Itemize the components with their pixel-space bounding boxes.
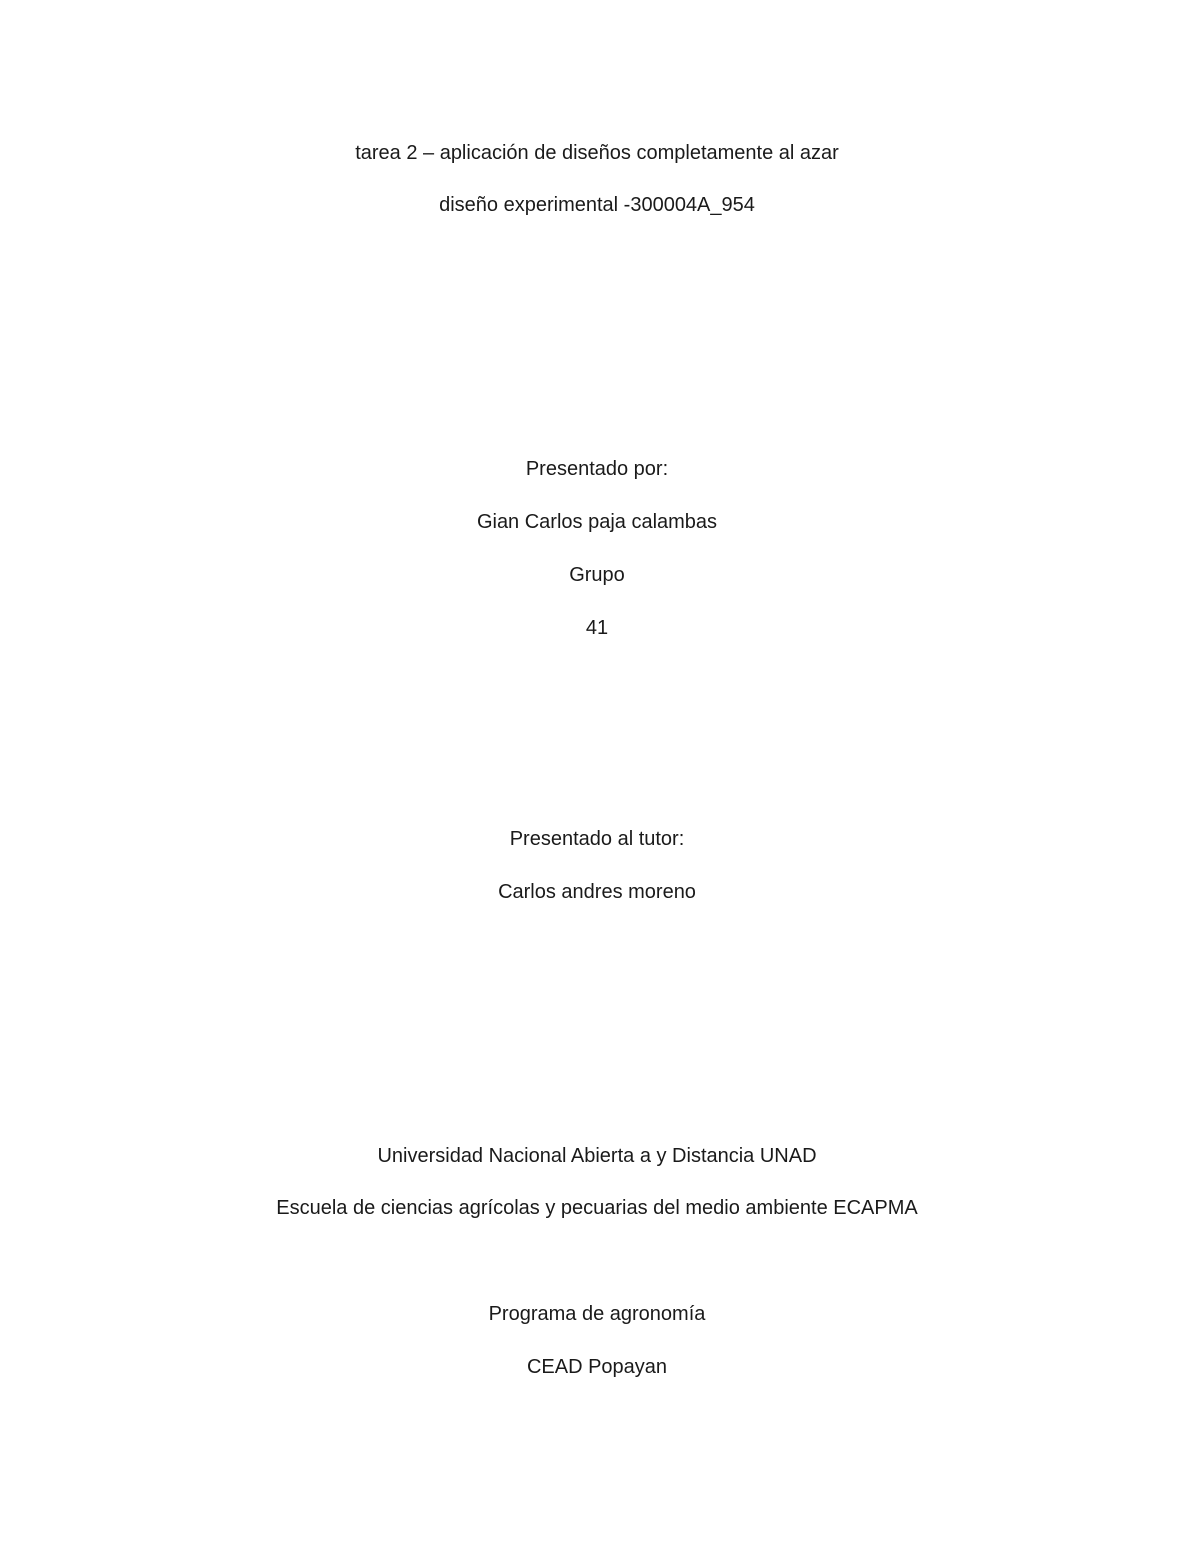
center-name: CEAD Popayan — [526, 1356, 668, 1378]
group-number: 41 — [585, 617, 609, 639]
assignment-title: tarea 2 – aplicación de diseños completamente al azar — [355, 142, 839, 164]
tutor-name: Carlos andres moreno — [498, 881, 696, 903]
author-name: Gian Carlos paja calambas — [476, 511, 718, 533]
presented-by-label: Presentado por: — [525, 458, 669, 480]
school-name: Escuela de ciencias agrícolas y pecuarias del medio ambiente ECAPMA — [276, 1197, 918, 1219]
university-name: Universidad Nacional Abierta a y Distancia UNAD — [377, 1145, 817, 1167]
course-name: diseño experimental -300004A_954 — [439, 194, 755, 216]
group-label: Grupo — [569, 564, 625, 586]
program-name: Programa de agronomía — [488, 1303, 706, 1325]
tutor-label: Presentado al tutor: — [509, 828, 685, 850]
